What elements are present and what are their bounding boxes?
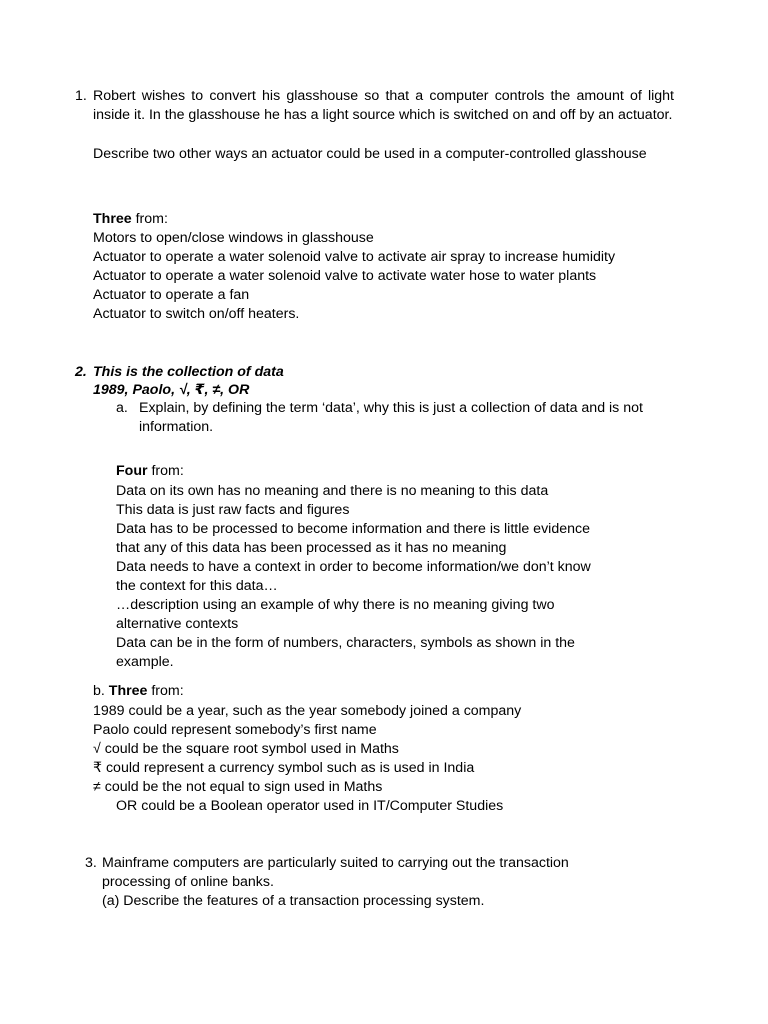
question-2a-text: Explain, by defining the term ‘data’, why this is just a collection of data and is not information. [139, 400, 643, 435]
question-1-text: Robert wishes to convert his glasshouse so that a computer controls the amount of light inside it. In the glasshouse he has a light source which is switched on and off by an actuator. [93, 88, 674, 123]
list-item: the context for this data… [116, 578, 278, 594]
question-2b-answer-list [93, 702, 521, 797]
question-2-number: 2. [75, 364, 87, 380]
list-item: Actuator to switch on/off heaters. [93, 306, 300, 322]
question-1-instruction: Describe two other ways an actuator could be used in a computer-controlled glasshouse [93, 146, 647, 162]
answer-count: Three [93, 211, 132, 227]
list-item: This data is just raw facts and figures [116, 502, 350, 518]
list-item: …description using an example of why there is no meaning giving two [116, 597, 555, 613]
question-3-line: Mainframe computers are particularly suited to carrying out the transaction [102, 855, 569, 871]
answer-from: from: [147, 463, 184, 479]
question-2-data-line: 1989, Paolo, √, ₹, ≠, OR [93, 382, 250, 398]
list-item: that any of this data has been processed as it has no meaning [116, 540, 507, 556]
question-2b-label: b. [93, 683, 109, 699]
question-1-answer-list [93, 229, 615, 324]
list-item: example. [116, 654, 174, 670]
question-3-text [102, 854, 569, 911]
list-item: ≠ could be the not equal to sign used in Maths [93, 779, 383, 795]
list-item: Data has to be processed to become information and there is little evidence [116, 521, 590, 537]
answer-from: from: [147, 683, 184, 699]
question-2-heading: This is the collection of data [93, 364, 284, 380]
question-1-number: 1. [75, 88, 87, 104]
answer-count: Four [116, 463, 148, 479]
list-item: alternative contexts [116, 616, 239, 632]
question-2a-label: a. [116, 400, 128, 416]
list-item: Data needs to have a context in order to become information/we don’t know [116, 559, 591, 575]
list-item: Actuator to operate a water solenoid valve to activate air spray to increase humidity [93, 249, 616, 265]
list-item: ₹ could represent a currency symbol such as is used in India [93, 760, 475, 776]
question-2b-indented-answer: OR could be a Boolean operator used in IT/Computer Studies [116, 798, 504, 814]
question-1-answer-heading [93, 210, 168, 229]
list-item: Data can be in the form of numbers, characters, symbols as shown in the [116, 635, 575, 651]
list-item: Data on its own has no meaning and there is no meaning to this data [116, 483, 549, 499]
answer-count: Three [108, 683, 148, 699]
question-3a-text: (a) Describe the features of a transaction processing system. [102, 893, 485, 909]
question-3-line: processing of online banks. [102, 874, 274, 890]
question-2a-answer-list [116, 482, 591, 672]
list-item: Actuator to operate a water solenoid valve to activate water hose to water plants [93, 268, 597, 284]
list-item: Actuator to operate a fan [93, 287, 250, 303]
question-3-number: 3. [85, 855, 97, 871]
question-2b-heading [93, 682, 184, 701]
list-item: √ could be the square root symbol used in Maths [93, 741, 399, 757]
question-2a-answer-heading [116, 462, 184, 481]
list-item: Motors to open/close windows in glasshouse [93, 230, 374, 246]
list-item: 1989 could be a year, such as the year somebody joined a company [93, 703, 522, 719]
list-item: Paolo could represent somebody’s first name [93, 722, 377, 738]
answer-from: from: [131, 211, 168, 227]
